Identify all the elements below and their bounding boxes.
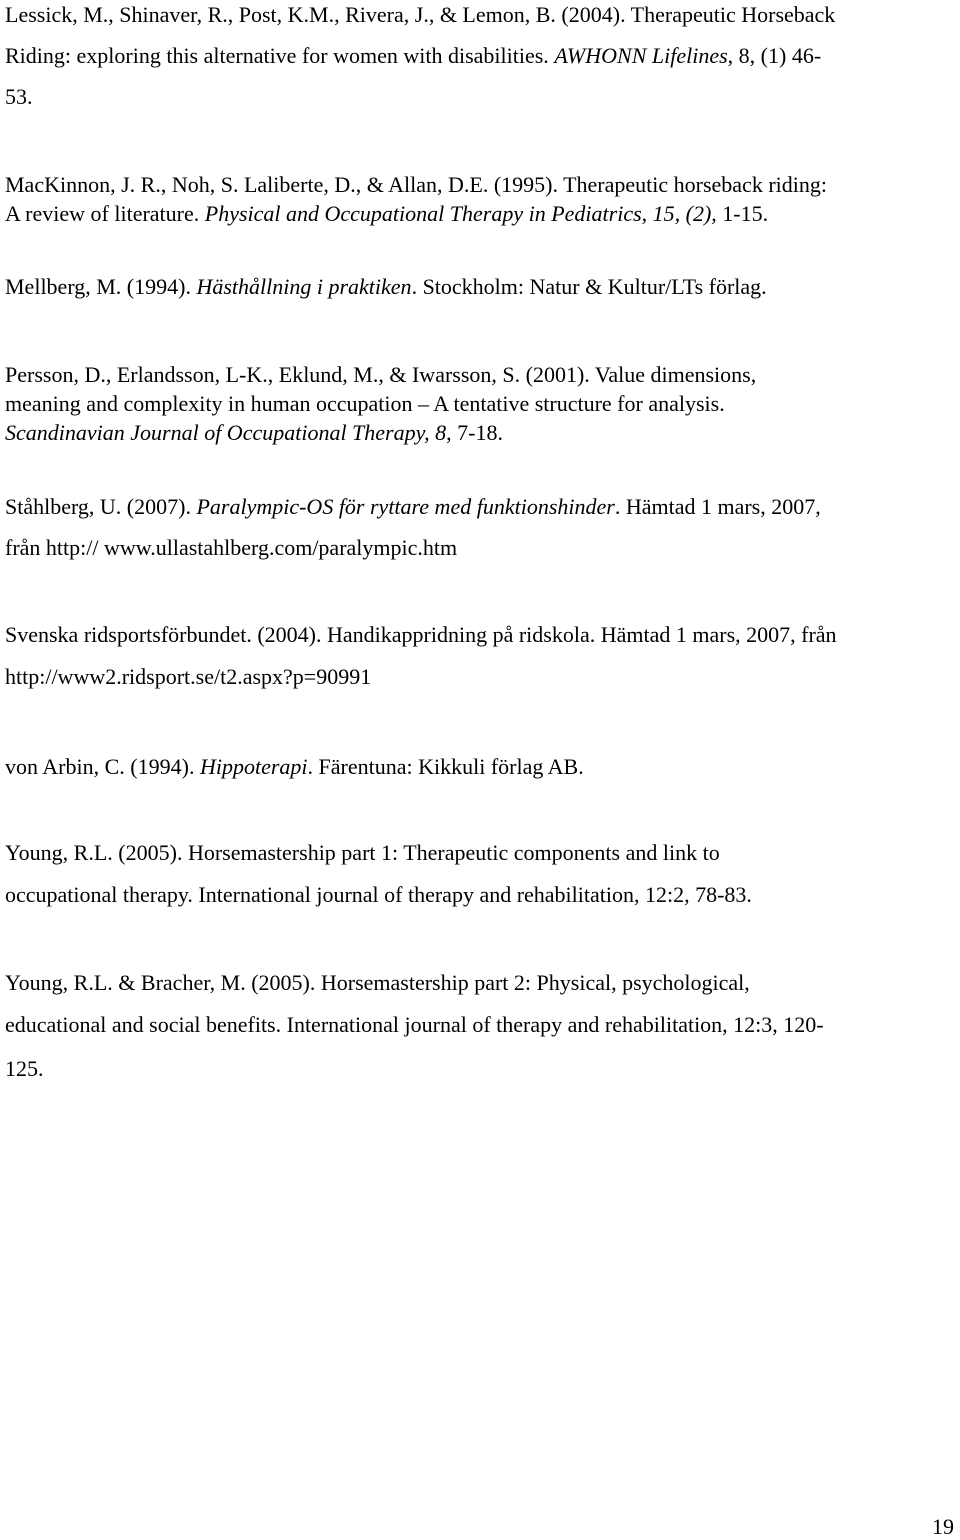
ref-line <box>5 664 371 690</box>
ref-line <box>5 172 827 198</box>
ref-text: . Hämtad 1 mars, 2007, <box>614 494 821 519</box>
ref-line <box>5 622 837 648</box>
ref-line <box>5 43 821 69</box>
ref-text: Lessick, M., Shinaver, R., Post, K.M., Rivera, J., & Lemon, B. (2004). Therapeutic Horseback <box>5 2 836 27</box>
ref-line <box>5 970 750 996</box>
ref-text: , 7-18. <box>446 420 503 445</box>
ref-line <box>5 2 835 28</box>
ref-text: Riding: exploring this alternative for women with disabilities. <box>5 43 555 68</box>
ref-text: meaning and complexity in human occupation – A tentative structure for analysis. <box>5 391 725 416</box>
ref-text: Persson, D., Erlandsson, L-K., Eklund, M., & Iwarsson, S. (2001). Value dimensions, <box>5 362 757 387</box>
ref-line <box>5 1012 824 1038</box>
ref-line <box>5 84 33 110</box>
ref-book-title: Hippoterapi <box>199 754 308 779</box>
ref-text: von Arbin, C. (1994). <box>5 754 200 779</box>
ref-text: Mellberg, M. (1994). <box>5 274 197 299</box>
ref-journal-title: Physical and Occupational Therapy in Pediatrics, 15, (2), <box>204 201 717 226</box>
ref-text: . Stockholm: Natur & Kultur/LTs förlag. <box>411 274 767 299</box>
ref-text: MacKinnon, J. R., Noh, S. Laliberte, D., & Allan, D.E. (1995). Therapeutic horseback riding: <box>5 172 827 197</box>
ref-text: Svenska ridsportsförbundet. (2004). Handikappridning på ridskola. Hämtad 1 mars, 2007, från <box>5 622 837 647</box>
ref-text: , 8, (1) 46- <box>727 43 822 68</box>
ref-text: A review of literature. <box>5 201 205 226</box>
ref-text: Young, R.L. (2005). Horsemastership part 1: Therapeutic components and link to <box>5 840 720 865</box>
ref-line <box>5 494 821 520</box>
ref-book-title: Hästhållning i praktiken <box>196 274 412 299</box>
ref-text: Ståhlberg, U. (2007). <box>5 494 197 519</box>
ref-line <box>5 391 725 417</box>
ref-journal-title: AWHONN Lifelines <box>554 43 728 68</box>
ref-text: Young, R.L. & Bracher, M. (2005). Horsemastership part 2: Physical, psychological, <box>5 970 750 995</box>
ref-text: educational and social benefits. International journal of therapy and rehabilitation, 12:3, 120- <box>5 1012 824 1037</box>
ref-line <box>5 840 720 866</box>
ref-text: . Färentuna: Kikkuli förlag AB. <box>307 754 584 779</box>
ref-text: 53. <box>5 84 33 109</box>
ref-line <box>5 201 768 227</box>
ref-line <box>5 420 503 446</box>
ref-journal-title: Scandinavian Journal of Occupational Therapy, 8 <box>5 420 447 445</box>
page-number: 19 <box>932 1514 954 1539</box>
ref-line <box>5 274 767 300</box>
ref-url: http://www2.ridsport.se/t2.aspx?p=90991 <box>5 664 372 689</box>
ref-text: 125. <box>5 1056 44 1081</box>
ref-line <box>5 362 756 388</box>
ref-text: 1-15. <box>716 201 769 226</box>
ref-text: occupational therapy. International journal of therapy and rehabilitation, 12:2, 78-83. <box>5 882 752 907</box>
ref-line <box>5 882 752 908</box>
ref-line <box>5 754 584 780</box>
ref-web-title: Paralympic-OS för ryttare med funktionshinder <box>196 494 615 519</box>
ref-line <box>5 1056 44 1082</box>
ref-url: från http:// www.ullastahlberg.com/paralympic.htm <box>5 535 458 560</box>
ref-line <box>5 535 457 561</box>
